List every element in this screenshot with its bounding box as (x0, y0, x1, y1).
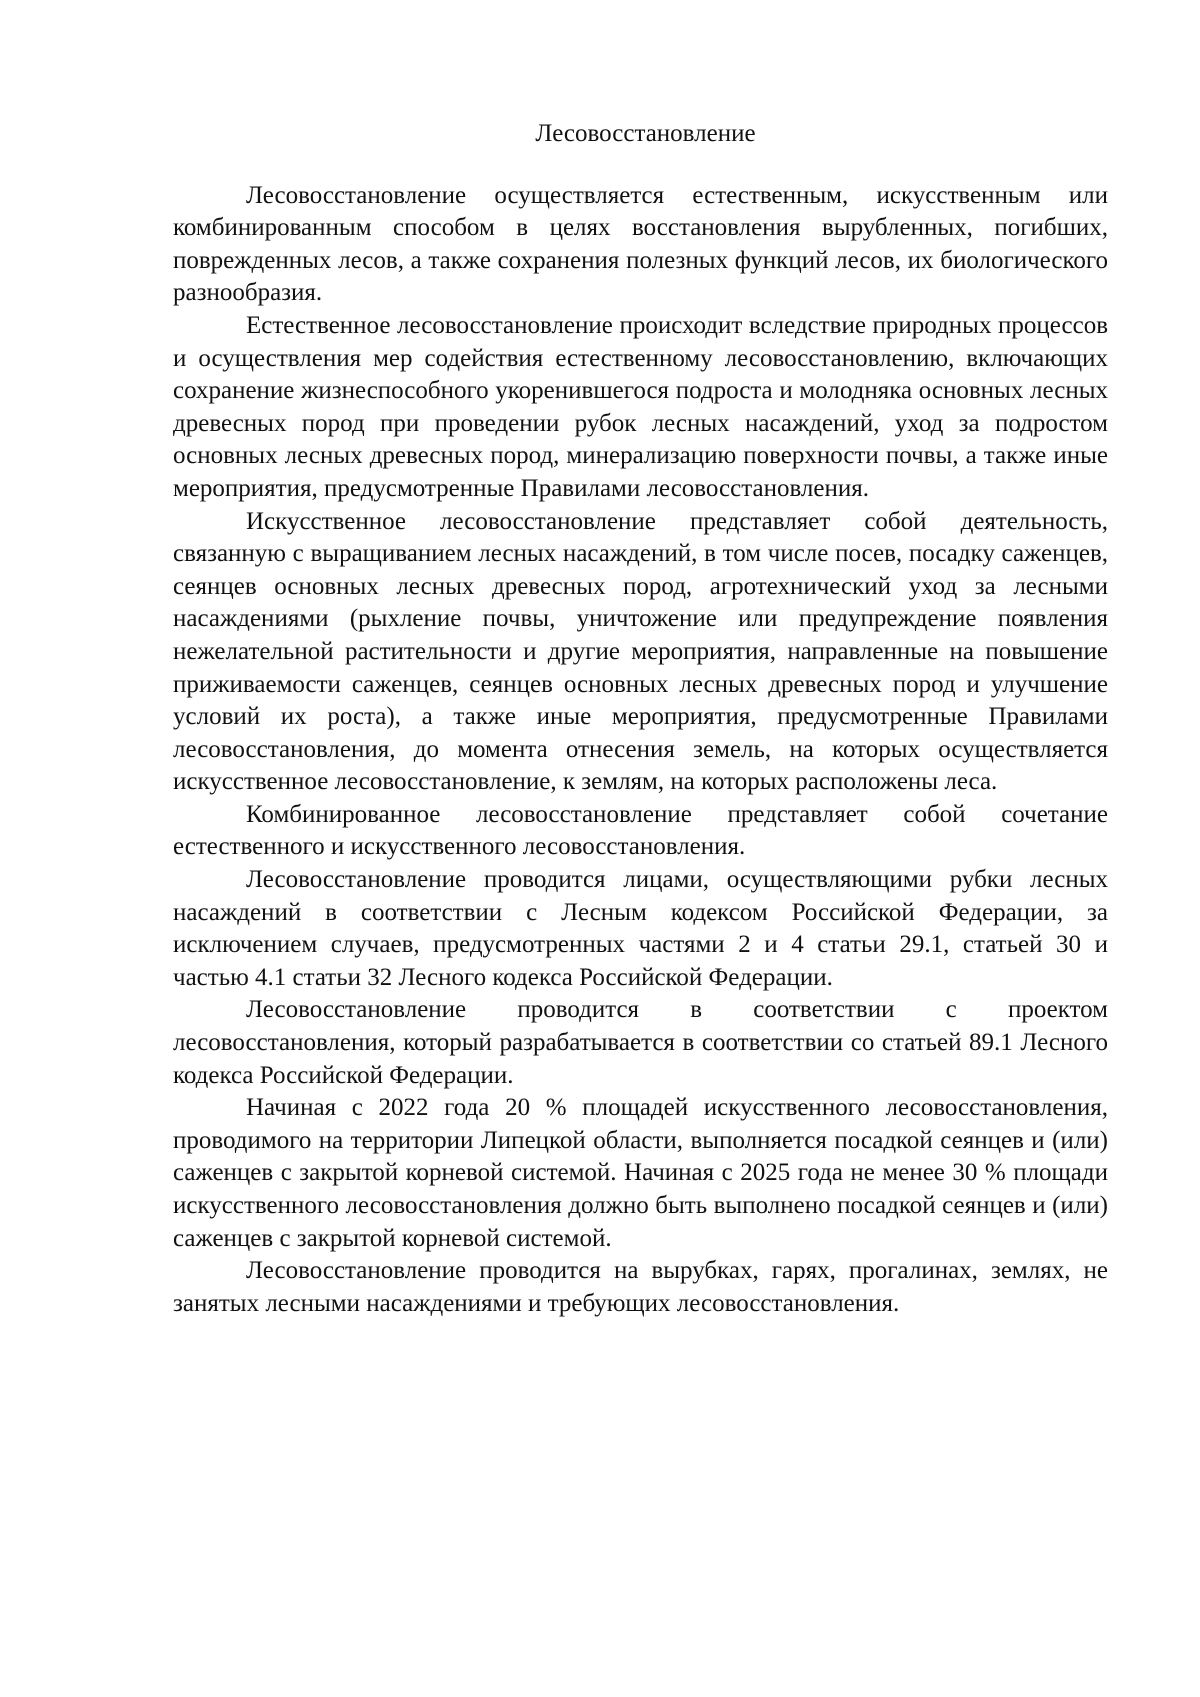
paragraph-locations: Лесовосстановление проводится на вырубках, гарях, прогалинах, землях, не занятых лесными насаждениями и требующих лесовосстановления. (173, 1257, 1108, 1317)
document-title: Лесовосстановление (535, 120, 756, 147)
paragraph-artificial: Искусственное лесовосстановление представляет собой деятельность, связанную с выращиванием лесных насаждений, в том числе посев, посадку саженцев, сеянцев основных лесных древесных пород, агротехнический уход за лесными насаждениями (рыхление почвы, уничтожение или предупреждение появления нежелательной растительности и другие мероприятия, направленные на повышение приживаемости саженцев, сеянцев основных лесных древесных пород и улучшение условий их роста), а также иные мероприятия, предусмотренные Правилами лесовосстановления, до момента отнесения земель, на которых осуществляется искусственное лесовосстановление, к землям, на которых расположены леса. (173, 507, 1108, 796)
paragraph-project: Лесовосстановление проводится в соответствии с проектом лесовосстановления, который разрабатывается в соответствии со статьей 89.1 Лесного кодекса Российской Федерации. (173, 996, 1108, 1089)
paragraph-combined: Комбинированное лесовосстановление представляет собой сочетание естественного и искусственного лесовосстановления. (173, 800, 1108, 861)
paragraph-methods: Лесовосстановление осуществляется естественным, искусственным или комбинированным способом в целях восстановления вырубленных, погибших, поврежденных лесов, а также сохранения полезных функций лесов, их биологического разнообразия. (173, 181, 1108, 307)
paragraph-closed-root-seedlings: Начиная с 2022 года 20 % площадей искусственного лесовосстановления, проводимого на территории Липецкой области, выполняется посадкой сеянцев и (или) саженцев с закрытой корневой системой. Начиная с 2025 года не менее 30 % площади искусственного лесовосстановления должно быть выполнено посадкой сеянцев и (или) саженцев с закрытой корневой системой. (173, 1094, 1108, 1252)
paragraph-responsible-parties: Лесовосстановление проводится лицами, осуществляющими рубки лесных насаждений в соответствии с Лесным кодексом Российской Федерации, за исключением случаев, предусмотренных частями 2 и 4 статьи 29.1, статьей 30 и частью 4.1 статьи 32 Лесного кодекса Российской Федерации. (173, 866, 1108, 991)
paragraph-natural: Естественное лесовосстановление происходит вследствие природных процессов и осуществления мер содействия естественному лесовосстановлению, включающих сохранение жизнеспособного укоренившегося подроста и молодняка основных лесных древесных пород при проведении рубок лесных насаждений, уход за подростом основных лесных древесных пород, минерализацию поверхности почвы, а также иные мероприятия, предусмотренные Правилами лесовосстановления. (173, 311, 1108, 502)
document-body (173, 118, 1108, 1320)
